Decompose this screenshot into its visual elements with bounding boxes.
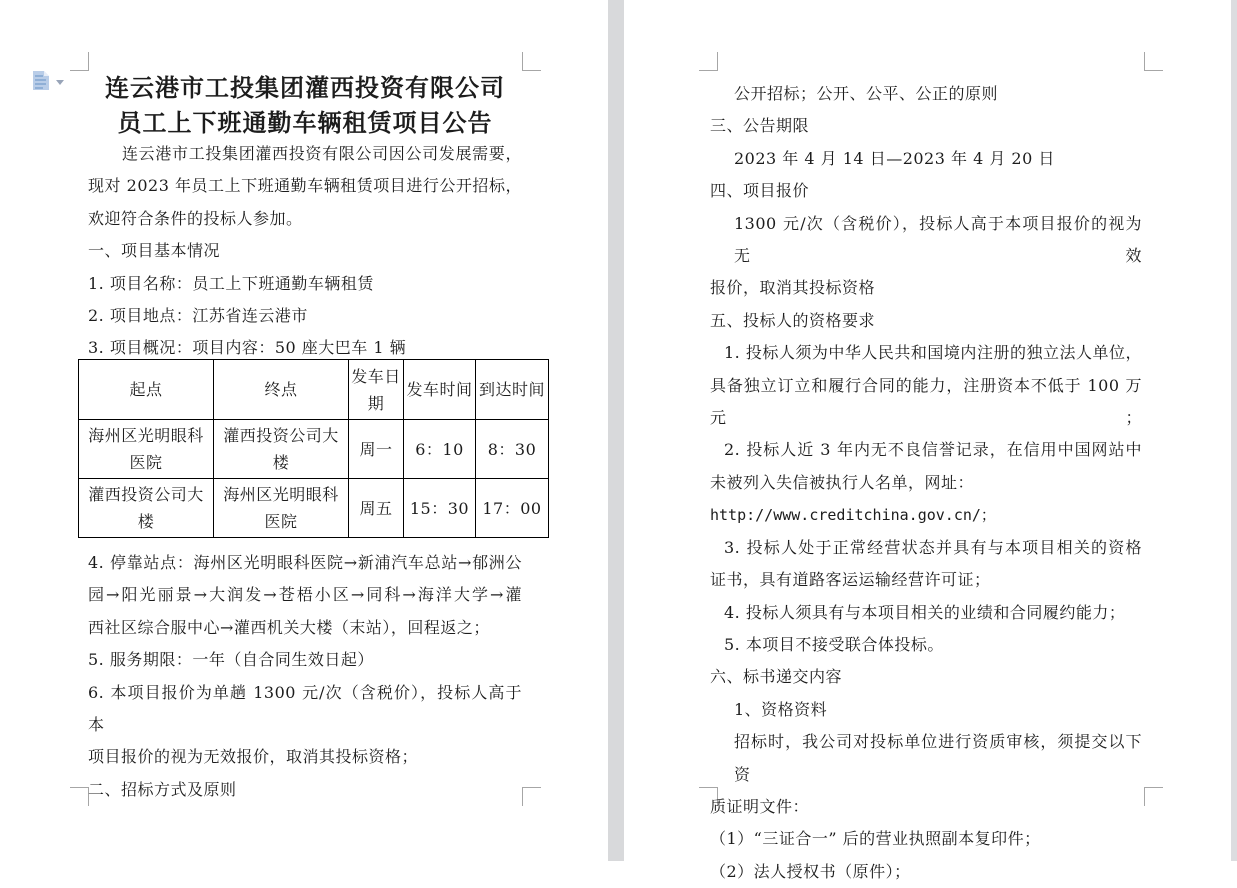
table-cell: 8：30 bbox=[476, 420, 549, 479]
table-cell: 灌西投资公司大楼 bbox=[214, 420, 349, 479]
document-title-line: 员工上下班通勤车辆租赁项目公告 bbox=[117, 108, 493, 137]
text-line: 六、标书递交内容 bbox=[710, 667, 843, 687]
text-line: 五、投标人的资格要求 bbox=[710, 310, 876, 330]
page-gap bbox=[608, 0, 624, 861]
table-header-cell: 发车时间 bbox=[404, 360, 476, 420]
table-header-cell: 发车日期 bbox=[349, 360, 404, 420]
text-line: 公开招标；公开、公平、公正的原则 bbox=[734, 84, 999, 103]
margin-crop-mark bbox=[699, 52, 718, 71]
text-line: 招标时，我公司对投标单位进行资质审核，须提交以下资 bbox=[734, 732, 1142, 784]
table-cell: 17：00 bbox=[476, 479, 549, 538]
text-line: 质证明文件： bbox=[710, 796, 810, 816]
margin-crop-mark bbox=[522, 787, 541, 806]
table-header-cell: 起点 bbox=[79, 360, 214, 420]
text-line: 3. 项目概况：项目内容：50 座大巴车 1 辆 bbox=[88, 338, 407, 358]
document-title-line: 连云港市工投集团灌西投资有限公司 bbox=[105, 73, 505, 102]
text-line: 园→阳光丽景→大润发→苍梧小区→同科→海洋大学→灌 bbox=[88, 585, 522, 605]
text-line: 3. 投标人处于正常经营状态并具有与本项目相关的资格 bbox=[724, 537, 1142, 557]
table-cell: 周五 bbox=[349, 479, 404, 538]
text-line: 2. 投标人近 3 年内无不良信誉记录，在信用中国网站中 bbox=[724, 440, 1142, 460]
text-line: 四、项目报价 bbox=[710, 181, 810, 201]
margin-crop-mark bbox=[1144, 52, 1163, 71]
window-edge-right bbox=[1231, 0, 1237, 861]
margin-crop-mark bbox=[70, 52, 89, 71]
text-line: 未被列入失信被执行人名单，网址： bbox=[710, 472, 975, 492]
text-line: 1300 元/次（含税价），投标人高于本项目报价的视为无效 bbox=[734, 213, 1142, 266]
margin-crop-mark bbox=[70, 787, 89, 806]
table-cell: 海州区光明眼科医院 bbox=[214, 479, 349, 538]
text-line: 1、资格资料 bbox=[734, 699, 828, 719]
text-line: 6. 本项目报价为单趟 1300 元/次（含税价），投标人高于本 bbox=[88, 682, 522, 735]
paste-options-button[interactable] bbox=[30, 71, 64, 93]
text-line: 4. 投标人须具有与本项目相关的业绩和合同履约能力； bbox=[724, 602, 1126, 622]
text-line: 证书，具有道路客运运输经营许可证； bbox=[710, 570, 991, 590]
table-header-cell: 终点 bbox=[214, 360, 349, 420]
page1-body-bottom bbox=[88, 547, 522, 806]
table-cell: 6：10 bbox=[404, 420, 476, 479]
text-line: http://www.creditchina.gov.cn/； bbox=[710, 506, 996, 525]
clipboard-paste-icon bbox=[33, 71, 49, 90]
text-line: 西社区综合服中心→灌西机关大楼（末站），回程返之； bbox=[88, 617, 490, 637]
text-line: （1）“三证合一” 后的营业执照副本复印件； bbox=[710, 829, 1041, 849]
dropdown-arrow-icon[interactable] bbox=[56, 80, 64, 85]
text-line: 2023 年 4 月 14 日—2023 年 4 月 20 日 bbox=[734, 148, 1055, 168]
table-cell: 周一 bbox=[349, 420, 404, 479]
text-line: 欢迎符合条件的投标人参加。 bbox=[88, 208, 303, 228]
text-line: 1. 项目名称：员工上下班通勤车辆租赁 bbox=[88, 273, 374, 293]
text-line: 具备独立订立和履行合同的能力，注册资本不低于 100 万元； bbox=[710, 375, 1142, 428]
table-header-cell: 到达时间 bbox=[476, 360, 549, 420]
table-cell: 海州区光明眼科医院 bbox=[79, 420, 214, 479]
text-line: 项目报价的视为无效报价，取消其投标资格； bbox=[88, 747, 419, 767]
text-line: 二、招标方式及原则 bbox=[88, 779, 237, 799]
text-line: 5. 本项目不接受联合体投标。 bbox=[724, 634, 944, 654]
text-line: 1. 投标人须为中华人民共和国境内注册的独立法人单位， bbox=[724, 343, 1142, 363]
text-line: 连云港市工投集团灌西投资有限公司因公司发展需要， bbox=[122, 144, 522, 163]
text-line: 4. 停靠站点：海州区光明眼科医院→新浦汽车总站→郁洲公 bbox=[88, 553, 522, 572]
margin-crop-mark bbox=[1144, 787, 1163, 806]
text-line: 三、公告期限 bbox=[710, 116, 810, 136]
text-line: 5. 服务期限：一年（自合同生效日起） bbox=[88, 650, 374, 670]
page2-body bbox=[710, 78, 1142, 888]
text-line: 一、项目基本情况 bbox=[88, 241, 221, 261]
table-cell: 15：30 bbox=[404, 479, 476, 538]
page1-body-top bbox=[88, 138, 522, 365]
margin-crop-mark bbox=[522, 52, 541, 71]
text-line: （2）法人授权书（原件）； bbox=[710, 861, 911, 881]
document-title bbox=[88, 70, 522, 140]
schedule-table bbox=[78, 359, 549, 538]
text-line: 报价，取消其投标资格 bbox=[710, 278, 876, 298]
table-cell: 灌西投资公司大楼 bbox=[79, 479, 214, 538]
text-line: 现对 2023 年员工上下班通勤车辆租赁项目进行公开招标， bbox=[88, 176, 522, 196]
text-line: 2. 项目地点：江苏省连云港市 bbox=[88, 306, 308, 326]
